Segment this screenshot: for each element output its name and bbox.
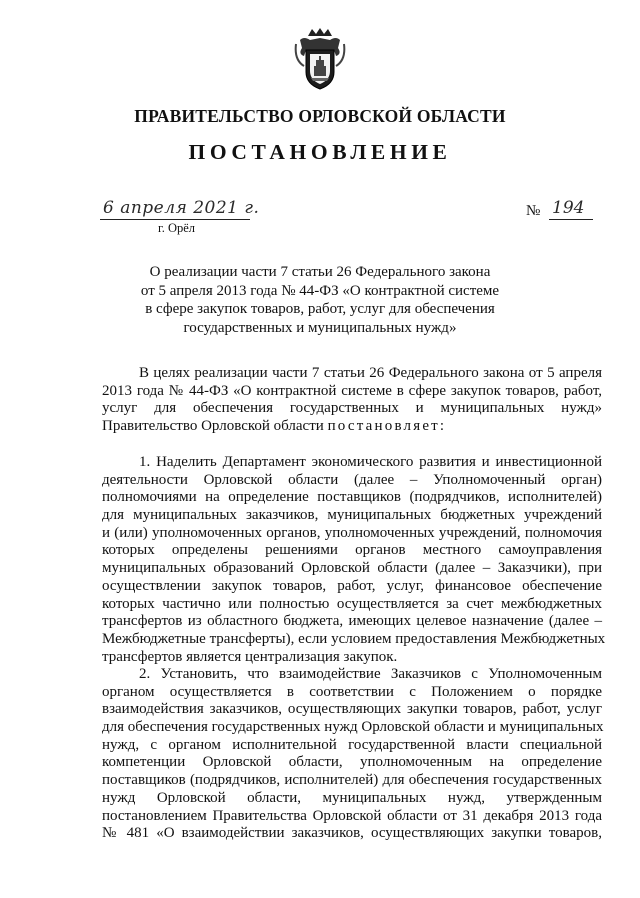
- text-line: поставщиков (подрядчиков, исполнителей) для обеспечения государственных: [102, 772, 602, 789]
- text-line: которых определены решениями органов местного самоуправления: [102, 542, 602, 559]
- text-line: нужд, с органом исполнительной государственной власти специальной: [102, 736, 602, 753]
- text-line: муниципальных образований Орловской области (далее – Заказчики), при: [102, 560, 602, 577]
- subject-line: государственных и муниципальных нужд»: [183, 319, 457, 336]
- text-line: компетенции Орловской области, уполномоченным на определение: [102, 754, 602, 771]
- handwritten-date: 6 апреля 2021 г.: [103, 198, 260, 218]
- text-line: осуществлении закупок товаров, работ, услуг, финансовое обеспечение: [102, 577, 602, 594]
- government-name: ПРАВИТЕЛЬСТВО ОРЛОВСКОЙ ОБЛАСТИ: [134, 106, 506, 126]
- decree-verb: постановляет:: [327, 418, 447, 435]
- text-line: и (или) уполномоченных органов, уполномоченных учреждений, полномочия: [102, 524, 602, 541]
- text-line: взаимодействия заказчиков, осуществляющих закупки товаров, работ, услуг: [102, 701, 602, 718]
- preamble-prefix: Правительство Орловской области: [102, 418, 328, 435]
- subject-line: в сфере закупок товаров, работ, услуг для обеспечения: [145, 301, 495, 317]
- text-line: услуг для обеспечения государственных и муниципальных нужд»: [102, 400, 602, 417]
- subject-block: [0, 263, 640, 337]
- text-line: для обеспечения государственных нужд Орловской области и муниципальных: [102, 719, 604, 736]
- date-underline: [100, 219, 250, 220]
- text-line: органом осуществляется в соответствии с Положением о порядке: [102, 683, 602, 700]
- subject-line: О реализации части 7 статьи 26 Федерального закона: [149, 264, 491, 280]
- text-line: нужд Орловской области, муниципальных нужд, утвержденным: [102, 789, 602, 806]
- coat-of-arms-emblem: [294, 26, 346, 92]
- handwritten-number: 194: [552, 198, 585, 218]
- text-line: деятельности Орловской области (далее – Уполномоченный орган): [102, 471, 602, 488]
- text-line: 1. Наделить Департамент экономического развития и инвестиционной: [139, 454, 602, 470]
- item-2-paragraph: [102, 666, 602, 843]
- document-type-title: ПОСТАНОВЛЕНИЕ: [188, 140, 452, 164]
- subject-line: от 5 апреля 2013 года № 44-ФЗ «О контрактной системе: [140, 282, 500, 299]
- number-sign: №: [526, 203, 541, 219]
- text-line: 2. Установить, что взаимодействие Заказчиков с Уполномоченным: [139, 666, 602, 682]
- preamble-paragraph: [102, 365, 602, 436]
- text-line: трансфертов из областного бюджета, имеющих целевое назначение (далее –: [102, 613, 602, 630]
- text-line: Межбюджетные трансферты), если условием предоставления Межбюджетных: [102, 630, 606, 647]
- text-line: полномочиями на определение поставщиков (подрядчиков, исполнителей): [102, 489, 602, 506]
- item-1-paragraph: [102, 454, 606, 666]
- text-line: 2013 года № 44-ФЗ «О контрактной системе в сфере закупок товаров, работ,: [102, 382, 602, 399]
- text-line: постановлением Правительства Орловской области от 31 декабря 2013 года: [102, 807, 602, 824]
- text-line: для муниципальных заказчиков, муниципальных бюджетных учреждений: [102, 507, 602, 524]
- text-line: трансфертов является централизация закупок.: [102, 648, 398, 665]
- city-label: г. Орёл: [158, 221, 196, 235]
- number-underline: [549, 219, 593, 220]
- text-line: которых частично или полностью осуществляется за счет межбюджетных: [102, 595, 602, 612]
- text-line: В целях реализации части 7 статьи 26 Федерального закона от 5 апреля: [139, 365, 602, 381]
- text-line: № 481 «О взаимодействии заказчиков, осуществляющих закупки товаров,: [102, 825, 602, 842]
- text-line: [102, 418, 602, 436]
